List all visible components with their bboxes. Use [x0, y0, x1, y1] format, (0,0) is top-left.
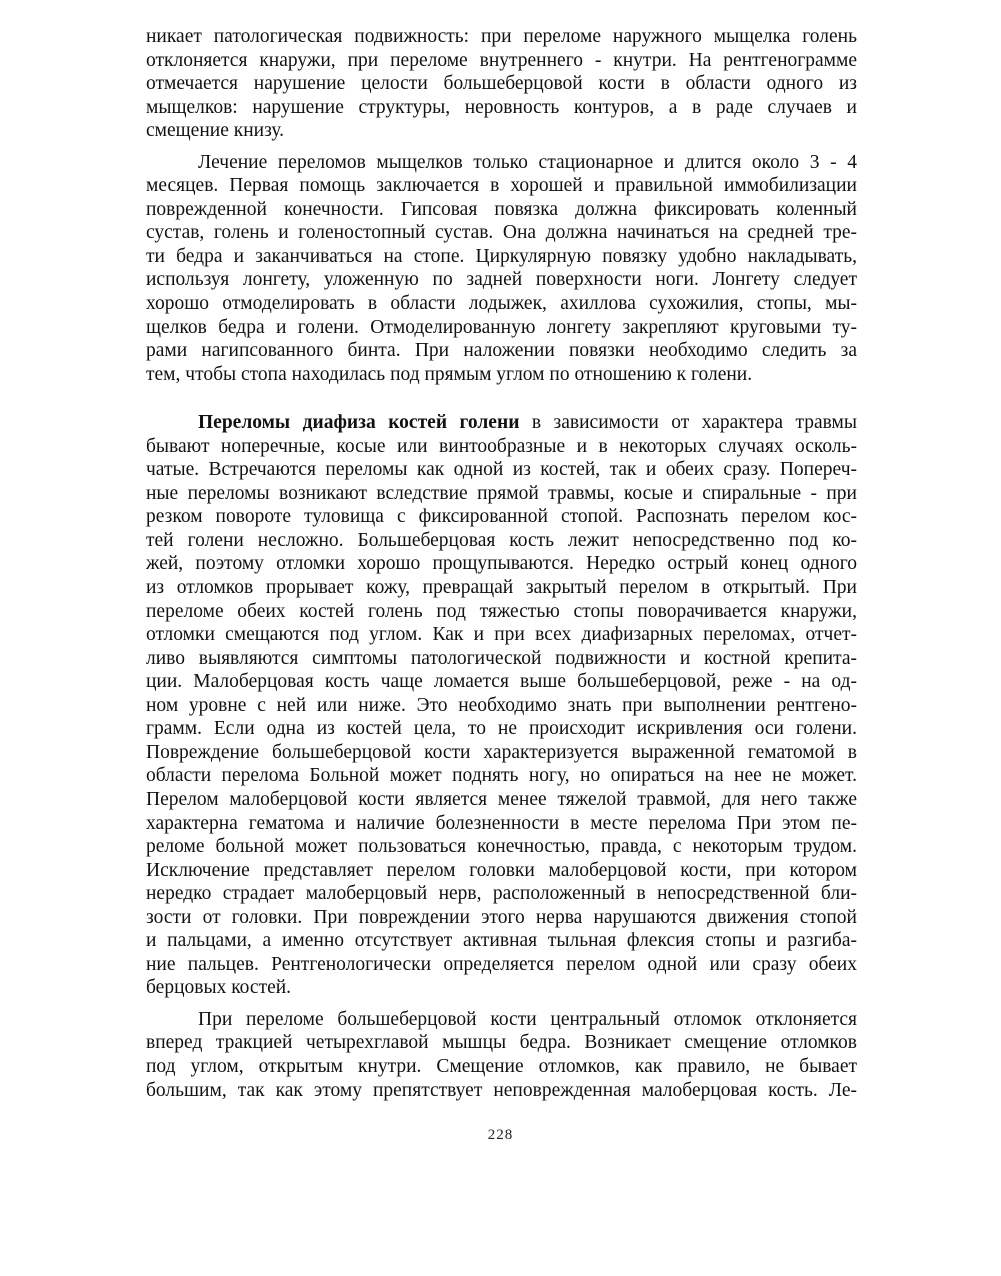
body-text	[146, 25, 857, 1102]
text-line: мыщелков: нарушение структуры, неровность контуров, а в раде случаев и	[146, 96, 857, 118]
text-line: Исключение представляет перелом головки малоберцовой кости, при котором	[146, 859, 857, 881]
text-line: большим, так как этому препятствует неповрежденная малоберцовая кость. Ле-	[146, 1079, 857, 1101]
page-number: 228	[487, 1127, 514, 1143]
text-line: ние пальцев. Рентгенологически определяется перелом одной или сразу обеих	[146, 953, 857, 975]
text-line: резком повороте туловища с фиксированной стопой. Распознать перелом кос-	[146, 506, 857, 528]
text-line: рами нагипсованного бинта. При наложении повязки необходимо следить за	[146, 340, 857, 362]
text-line: под углом, открытым кнутри. Смещение отломков, как правило, не бывает	[146, 1055, 857, 1077]
text-line: реломе больной может пользоваться конечностью, правда, с некоторым трудом.	[146, 836, 857, 858]
text-line: зости от головки. При повреждении этого нерва нарушаются движения стопой	[146, 906, 857, 928]
text-line: чатые. Встречаются переломы как одной из костей, так и обеих сразу. Попереч-	[146, 459, 857, 481]
text-line: области перелома Больной может поднять ногу, но опираться на нее не может.	[146, 765, 857, 787]
text-line: щелков бедра и голени. Отмоделированную лонгету закрепляют круговыми ту-	[146, 316, 857, 338]
text-line: тей голени несложно. Большеберцовая кость лежит непосредственно под ко-	[146, 529, 857, 551]
paragraph-1	[146, 25, 857, 143]
text-line: смещение книзу.	[146, 120, 285, 142]
text-line: тем, чтобы стопа находилась под прямым углом по отношению к голени.	[146, 363, 753, 385]
section-heading: Переломы диафиза костей голени	[198, 412, 520, 434]
text-line: нередко страдает малоберцовый нерв, расположенный в непосредственной бли-	[146, 883, 857, 905]
text-line: ти бедра и заканчиваться на стопе. Циркулярную повязку удобно накладывать,	[146, 245, 857, 267]
text-line: ные переломы возникают вследствие прямой травмы, косые и спиральные - при	[146, 482, 857, 504]
paragraph-2	[146, 151, 857, 386]
text-line: хорошо отмоделировать в области лодыжек, ахиллова сухожилия, стопы, мы-	[146, 293, 857, 315]
paragraph-3	[146, 411, 857, 1000]
lead-text: в зависимости от характера травмы	[519, 412, 857, 434]
paragraph-4	[146, 1008, 857, 1102]
text-line: отклоняется кнаружи, при переломе внутреннего - кнутри. На рентгенограмме	[146, 49, 857, 71]
text-line: и пальцами, а именно отсутствует активная тыльная флексия стопы и разгиба-	[146, 930, 857, 952]
text-line: ливо выявляются симптомы патологической подвижности и костной крепита-	[146, 647, 857, 669]
text-line: жей, поэтому отломки хорошо прощупываются. Нередко острый конец одного	[146, 553, 857, 575]
text-line: Лечение переломов мыщелков только стационарное и длится около 3 - 4	[198, 151, 857, 173]
text-line: отмечается нарушение целости большеберцовой кости в области одного из	[146, 73, 857, 95]
text-line: ном уровне с ней или ниже. Это необходимо знать при выполнении рентгено-	[146, 694, 857, 716]
text-line-lead	[146, 411, 857, 435]
text-line: бывают ноперечные, косые или винтообразные и в некоторых случаях осколь-	[146, 435, 857, 457]
text-line: поврежденной конечности. Гипсовая повязка должна фиксировать коленный	[146, 198, 857, 220]
text-line: При переломе большеберцовой кости центральный отломок отклоняется	[198, 1008, 857, 1030]
text-line: вперед тракцией четырехглавой мышцы бедра. Возникает смещение отломков	[146, 1032, 857, 1054]
text-line: переломе обеих костей голень под тяжестью стопы поворачивается кнаружи,	[146, 600, 857, 622]
text-line: ции. Малоберцовая кость чаще ломается выше большеберцовой, реже - на од-	[146, 671, 857, 693]
text-line: месяцев. Первая помощь заключается в хорошей и правильной иммобилизации	[146, 175, 857, 197]
text-line: используя лонгету, уложенную по задней поверхности ноги. Лонгету следует	[146, 269, 857, 291]
text-line: никает патологическая подвижность: при переломе наружного мыщелка голень	[146, 26, 857, 47]
text-line: берцовых костей.	[146, 977, 292, 999]
text-line: отломки смещаются под углом. Как и при всех диафизарных переломах, отчет-	[146, 624, 857, 646]
text-line: сустав, голень и голеностопный сустав. Она должна начинаться на средней тре-	[146, 222, 857, 244]
text-line: характерна гематома и наличие болезненности в месте перелома При этом пе-	[146, 812, 857, 834]
text-line: Повреждение большеберцовой кости характеризуется выраженной гематомой в	[146, 741, 857, 763]
text-line: грамм. Если одна из костей цела, то не происходит искривления оси голени.	[146, 718, 857, 740]
text-line: Перелом малоберцовой кости является менее тяжелой травмой, для него также	[146, 788, 857, 810]
text-line: из отломков прорывает кожу, превращай закрытый перелом в открытый. При	[146, 577, 857, 599]
